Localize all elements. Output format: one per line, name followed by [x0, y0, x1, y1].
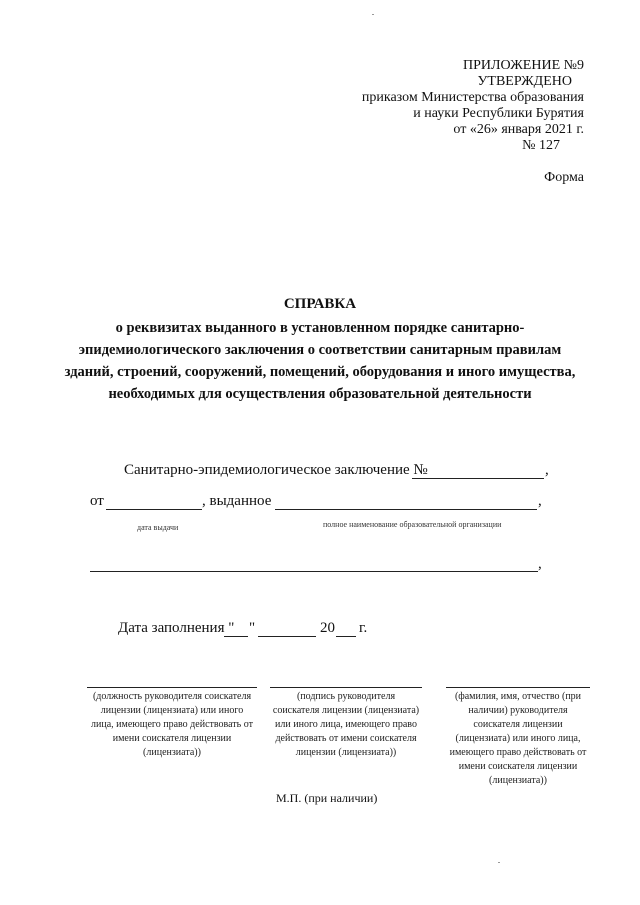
caption-line: лица, имеющего право действовать от — [91, 719, 253, 730]
signature-caption — [262, 690, 430, 760]
caption-line: (фамилия, имя, отчество (при — [454, 691, 582, 702]
fill-date-quote: " — [249, 620, 256, 636]
caption-line: соискателя лицензии (лицензиата) — [272, 705, 420, 716]
fill-day-field[interactable] — [224, 636, 248, 637]
fill-month-field[interactable] — [258, 636, 316, 637]
comma: , — [538, 556, 542, 572]
order-line-1: приказом Министерства образования — [361, 90, 584, 105]
org-name-hint: полное наименование образовательной организации — [323, 520, 502, 529]
caption-line: (лицензиата)) — [489, 775, 547, 786]
scan-speck — [498, 862, 500, 863]
document-title: СПРАВКА — [283, 296, 357, 312]
order-date: от «26» января 2021 г. — [453, 122, 584, 137]
caption-line: лицензии (лицензиата) или иного — [100, 705, 244, 716]
approval-header — [362, 58, 584, 154]
scan-speck — [372, 14, 374, 15]
position-signature-line[interactable] — [87, 687, 257, 688]
order-number: № 127 — [522, 138, 560, 153]
conclusion-label: Санитарно-эпидемиологическое заключение № — [124, 462, 428, 478]
signature-line[interactable] — [270, 687, 422, 688]
document-subtitle — [60, 317, 580, 405]
full-name-caption — [440, 690, 596, 788]
comma: , — [538, 493, 542, 509]
position-caption — [82, 690, 262, 760]
fill-date-prefix: Дата заполнения " — [118, 620, 235, 636]
subtitle-line: зданий, строений, сооружений, помещений, оборудования и иного имущества, — [64, 364, 576, 380]
caption-line: действовать от имени соискателя — [275, 733, 417, 744]
from-label: от — [90, 493, 104, 509]
subtitle-line: необходимых для осуществления образовательной деятельности — [108, 386, 532, 402]
issue-date-hint: дата выдачи — [137, 523, 179, 532]
caption-line: имеющего право действовать от — [449, 747, 587, 758]
fill-year-suffix: г. — [359, 620, 368, 636]
fill-year-prefix: 20 — [320, 620, 335, 636]
caption-line: соискателя лицензии — [473, 719, 563, 730]
comma: , — [545, 462, 549, 478]
subtitle-line: эпидемиологического заключения о соответствии санитарным правилам — [78, 342, 562, 358]
organization-name-field[interactable] — [275, 509, 537, 510]
caption-line: имени соискателя лицензии — [112, 733, 232, 744]
fill-year-field[interactable] — [336, 636, 356, 637]
full-name-signature-line[interactable] — [446, 687, 590, 688]
organization-name-continuation-field[interactable] — [90, 571, 538, 572]
stamp-label: М.П. (при наличии) — [276, 791, 378, 805]
issued-label: , выданное — [202, 493, 272, 509]
caption-line: (должность руководителя соискателя — [92, 691, 252, 702]
caption-line: (подпись руководителя — [296, 691, 396, 702]
form-label: Форма — [544, 170, 584, 185]
subtitle-line: о реквизитах выданного в установленном порядке санитарно- — [115, 320, 525, 336]
appendix-number: ПРИЛОЖЕНИЕ №9 — [463, 58, 584, 73]
approved-label: УТВЕРЖДЕНО — [477, 74, 572, 89]
conclusion-number-field[interactable] — [412, 478, 544, 479]
caption-line: или иного лица, имеющего право — [275, 719, 417, 730]
caption-line: наличии) руководителя — [468, 705, 568, 716]
caption-line: (лицензиата) или иного лица, — [455, 733, 581, 744]
caption-line: (лицензиата)) — [143, 747, 201, 758]
order-line-2: и науки Республики Бурятия — [413, 106, 584, 121]
caption-line: имени соискателя лицензии — [458, 761, 578, 772]
issue-date-field[interactable] — [106, 509, 202, 510]
caption-line: лицензии (лицензиата)) — [295, 747, 397, 758]
